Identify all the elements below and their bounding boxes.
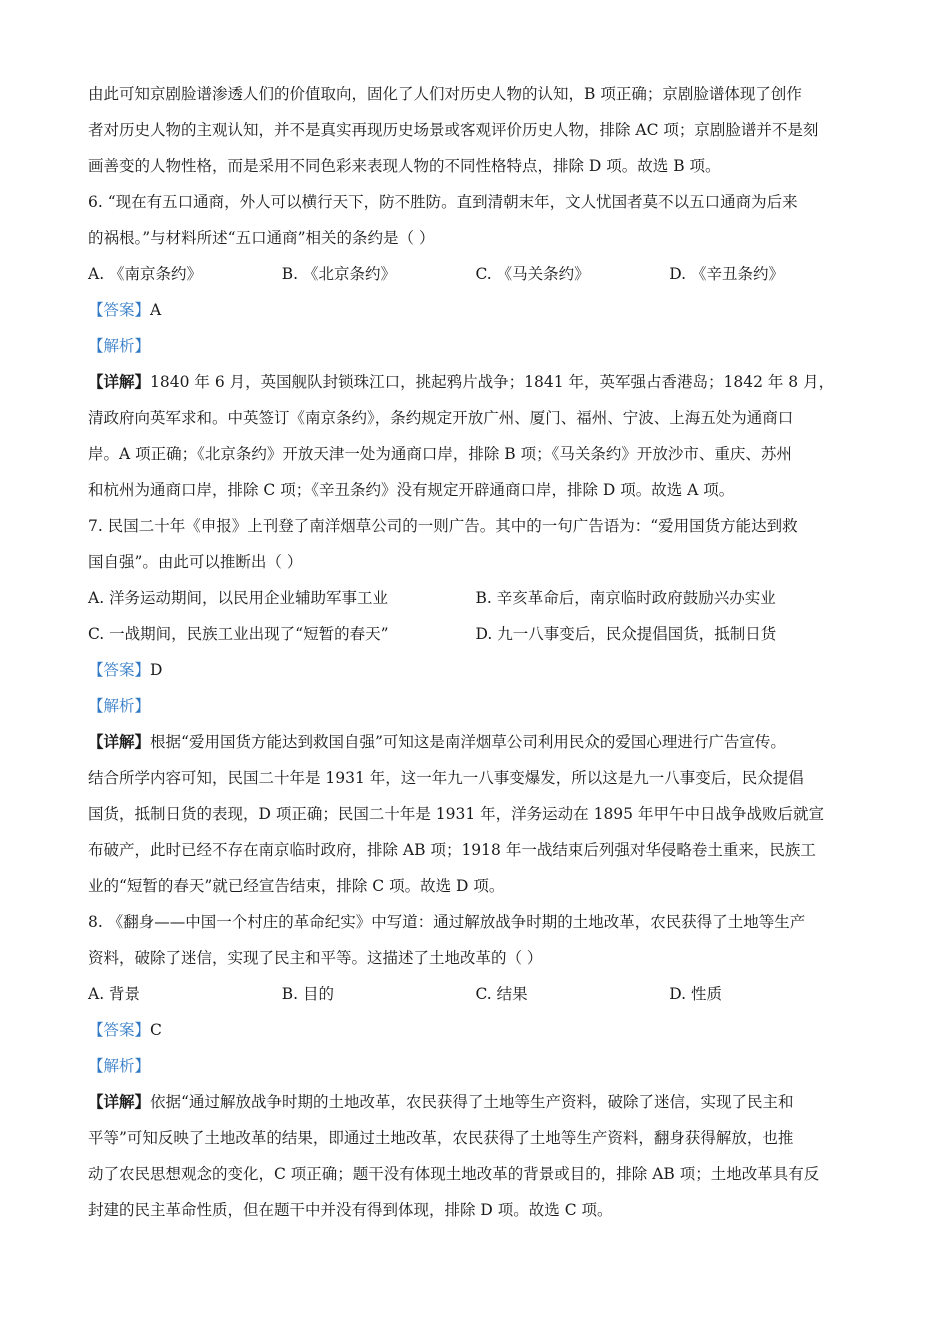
answer-line [88,292,863,328]
option-c: C. 《马关条约》 [475,265,590,283]
answer-line [88,652,863,688]
question-stem: 7. 民国二十年《申报》上刊登了南洋烟草公司的一则广告。其中的一句广告语为：“爱用国货方能达到救 [88,517,798,535]
answer-label: 【答案】 [88,1021,151,1039]
option-b: B. 目的 [281,985,334,1003]
option-a: A. 《南京条约》 [88,265,203,283]
text-line: 由此可知京剧脸谱渗透人们的价值取向，固化了人们对历史人物的认知，B 项正确；京剧脸谱体现了创作 [88,85,802,103]
detail-line [88,1084,863,1120]
detail-line [88,724,863,760]
answer-label: 【答案】 [88,301,151,319]
option-row [88,616,863,652]
analysis-label: 【解析】 [88,337,151,355]
intro-paragraph [88,76,863,184]
question-stem: 国自强”。由此可以推断出（ ） [88,553,303,571]
detail-text: 结合所学内容可知，民国二十年是 1931 年，这一年九一八事变爆发，所以这是九一八事变后，民众提倡 [88,769,804,787]
option-b: B. 《北京条约》 [281,265,396,283]
text-line: 画善变的人物性格，而是采用不同色彩来表现人物的不同性格特点，排除 D 项。故选 B 项。 [88,157,721,175]
option-a: A. 背景 [88,985,141,1003]
option-row [88,580,863,616]
option-b: B. 辛亥革命后，南京临时政府鼓励兴办实业 [475,589,776,607]
answer-label: 【答案】 [88,661,151,679]
detail-text: 动了农民思想观念的变化，C 项正确；题干没有体现土地改革的背景或目的，排除 AB 项；土地改革具有反 [88,1165,820,1183]
answer-value: A [150,301,162,319]
detail-text: 封建的民主革命性质，但在题干中并没有得到体现，排除 D 项。故选 C 项。 [88,1201,613,1219]
detail-label: 【详解】 [88,1092,151,1111]
detail-text: 和杭州为通商口岸，排除 C 项；《辛丑条约》没有规定开辟通商口岸，排除 D 项。故选 A 项。 [88,481,735,499]
question-stem: 8. 《翻身——中国一个村庄的革命纪实》中写道：通过解放战争时期的土地改革，农民获得了土地等生产 [88,913,806,931]
detail-text: 1840 年 6 月，英国舰队封锁珠江口，挑起鸦片战争；1841 年，英军强占香港岛；1842 年 8 月， [150,373,835,391]
detail-text: 清政府向英军求和。中英签订《南京条约》，条约规定开放广州、厦门、福州、宁波、上海五处为通商口 [88,409,794,427]
detail-text: 布破产，此时已经不存在南京临时政府，排除 AB 项；1918 年一战结束后列强对华侵略卷土重来，民族工 [88,841,816,859]
question-6 [88,184,863,508]
option-d: D. 《辛丑条约》 [669,265,784,283]
detail-label: 【详解】 [88,732,151,751]
document-page [88,76,863,1228]
question-stem: 6. “现在有五口通商，外人可以横行天下，防不胜防。直到清朝末年，文人忧国者莫不以五口通商为后来 [88,193,798,211]
detail-line [88,364,863,400]
detail-text: 依据“通过解放战争时期的土地改革，农民获得了土地等生产资料，破除了迷信，实现了民主和 [150,1093,794,1111]
option-c: C. 结果 [475,985,528,1003]
option-row [88,976,863,1012]
option-row [88,256,863,292]
detail-text: 国货，抵制日货的表现，D 项正确；民国二十年是 1931 年，洋务运动在 1895 年甲午中日战争战败后就宣 [88,805,824,823]
question-7 [88,508,863,904]
question-stem: 的祸根。”与材料所述“五口通商”相关的条约是（ ） [88,229,435,247]
detail-text: 业的“短暂的春天”就已经宣告结束，排除 C 项。故选 D 项。 [88,877,505,895]
detail-text: 根据“爱用国货方能达到救国自强”可知这是南洋烟草公司利用民众的爱国心理进行广告宣传。 [150,733,786,751]
option-d: D. 九一八事变后，民众提倡国货，抵制日货 [475,625,777,643]
detail-text: 平等”可知反映了土地改革的结果，即通过土地改革，农民获得了土地等生产资料，翻身获得解放，也推 [88,1129,794,1147]
detail-label: 【详解】 [88,372,151,391]
detail-text: 岸。A 项正确；《北京条约》开放天津一处为通商口岸，排除 B 项；《马关条约》开放沙市、重庆、苏州 [88,445,792,463]
question-stem: 资料，破除了迷信，实现了民主和平等。这描述了土地改革的（ ） [88,949,543,967]
analysis-label: 【解析】 [88,1057,151,1075]
option-d: D. 性质 [669,985,722,1003]
answer-value: D [150,661,163,679]
text-line: 者对历史人物的主观认知，并不是真实再现历史场景或客观评价历史人物，排除 AC 项；京剧脸谱并不是刻 [88,121,819,139]
analysis-label: 【解析】 [88,697,151,715]
answer-value: C [150,1021,162,1039]
option-a: A. 洋务运动期间，以民用企业辅助军事工业 [88,589,389,607]
question-8 [88,904,863,1228]
answer-line [88,1012,863,1048]
option-c: C. 一战期间，民族工业出现了“短暂的春天” [88,625,389,643]
